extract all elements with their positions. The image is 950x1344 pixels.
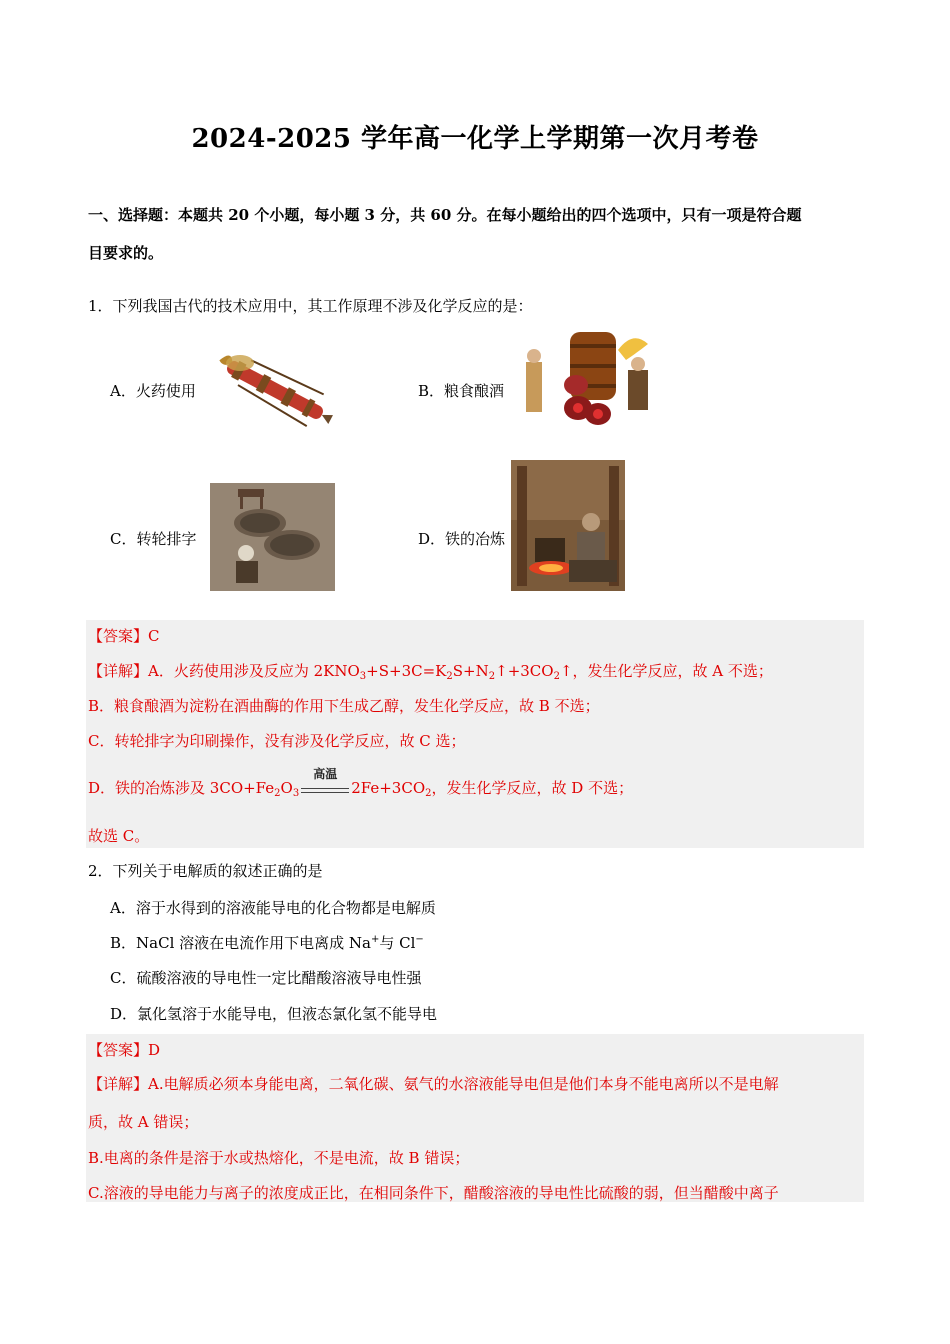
q1-detail-line-d: D．铁的冶炼涉及 $3CO+Fe_2O_3$ 高温 $2Fe+3CO_2$，发生化学反应，故 D 不选； [88, 767, 634, 799]
q2-answer: 【答案】D [88, 1041, 161, 1059]
section-instruction-line2: 目要求的。 [88, 244, 164, 262]
question-2-stem: 2．下列关于电解质的叙述正确的是 [88, 862, 323, 880]
q1-detail-line-c: C．转轮排字为印刷操作，没有涉及化学反应，故 C 选； [88, 732, 466, 750]
q1-option-d: D．铁的冶炼 [418, 530, 506, 548]
q2-detail-head: 【详解】 [88, 1075, 149, 1093]
question-1-stem: 1．下列我国古代的技术应用中，其工作原理不涉及化学反应的是： [88, 297, 533, 315]
q2-option-d: D．氯化氢溶于水能导电，但液态氯化氢不能导电 [110, 1005, 438, 1023]
q1-answer: 【答案】C [88, 627, 160, 645]
rotary-typesetting-image [210, 483, 335, 591]
q2-detail-line-a2: 质，故 A 错误； [88, 1113, 199, 1131]
q2-answer-box [86, 1034, 864, 1202]
iron-smelting-image [511, 460, 625, 591]
q1-option-a: A．火药使用 [110, 382, 196, 400]
q1-detail-head: 【详解】 [88, 662, 149, 680]
q2-option-b: B．NaCl 溶液在电流作用下电离成 Na+与 Cl− [110, 934, 424, 952]
q1-detail-line-a: 【详解】A．火药使用涉及反应为 $2KNO_3+S+3C=K_2S+N_2↑+3CO_2↑$，发生化学反应，故 A 不选； [88, 662, 773, 682]
reaction-condition-arrow: 高温 [301, 779, 349, 799]
q2-detail-line-b: B.电离的条件是溶于水或热熔化，不是电流，故 B 错误； [88, 1149, 470, 1167]
gunpowder-rocket-image [210, 345, 340, 435]
wine-brewing-image [518, 330, 663, 430]
q2-option-a: A．溶于水得到的溶液能导电的化合物都是电解质 [110, 899, 436, 917]
q1-conclusion: 故选 C。 [88, 827, 150, 845]
q1-option-c: C．转轮排字 [110, 530, 197, 548]
q1-option-b: B．粮食酿酒 [418, 382, 505, 400]
q2-option-c: C．硫酸溶液的导电性一定比醋酸溶液导电性强 [110, 969, 422, 987]
q2-detail-line-c: C.溶液的导电能力与离子的浓度成正比，在相同条件下，醋酸溶液的导电性比硫酸的弱，但当醋酸中离子 [88, 1184, 779, 1202]
q1-detail-line-b: B．粮食酿酒为淀粉在酒曲酶的作用下生成乙醇，发生化学反应，故 B 不选； [88, 697, 600, 715]
page-title: 2024-2025 学年高一化学上学期第一次月考卷 [191, 124, 759, 154]
q2-detail-line-a1: 【详解】A.电解质必须本身能电离，二氧化碳、氨气的水溶液能导电但是他们本身不能电离所以不是电解 [88, 1075, 779, 1093]
section-instruction-line1: 一、选择题：本题共 20 个小题，每小题 3 分，共 60 分。在每小题给出的四个选项中，只有一项是符合题 [88, 206, 802, 224]
